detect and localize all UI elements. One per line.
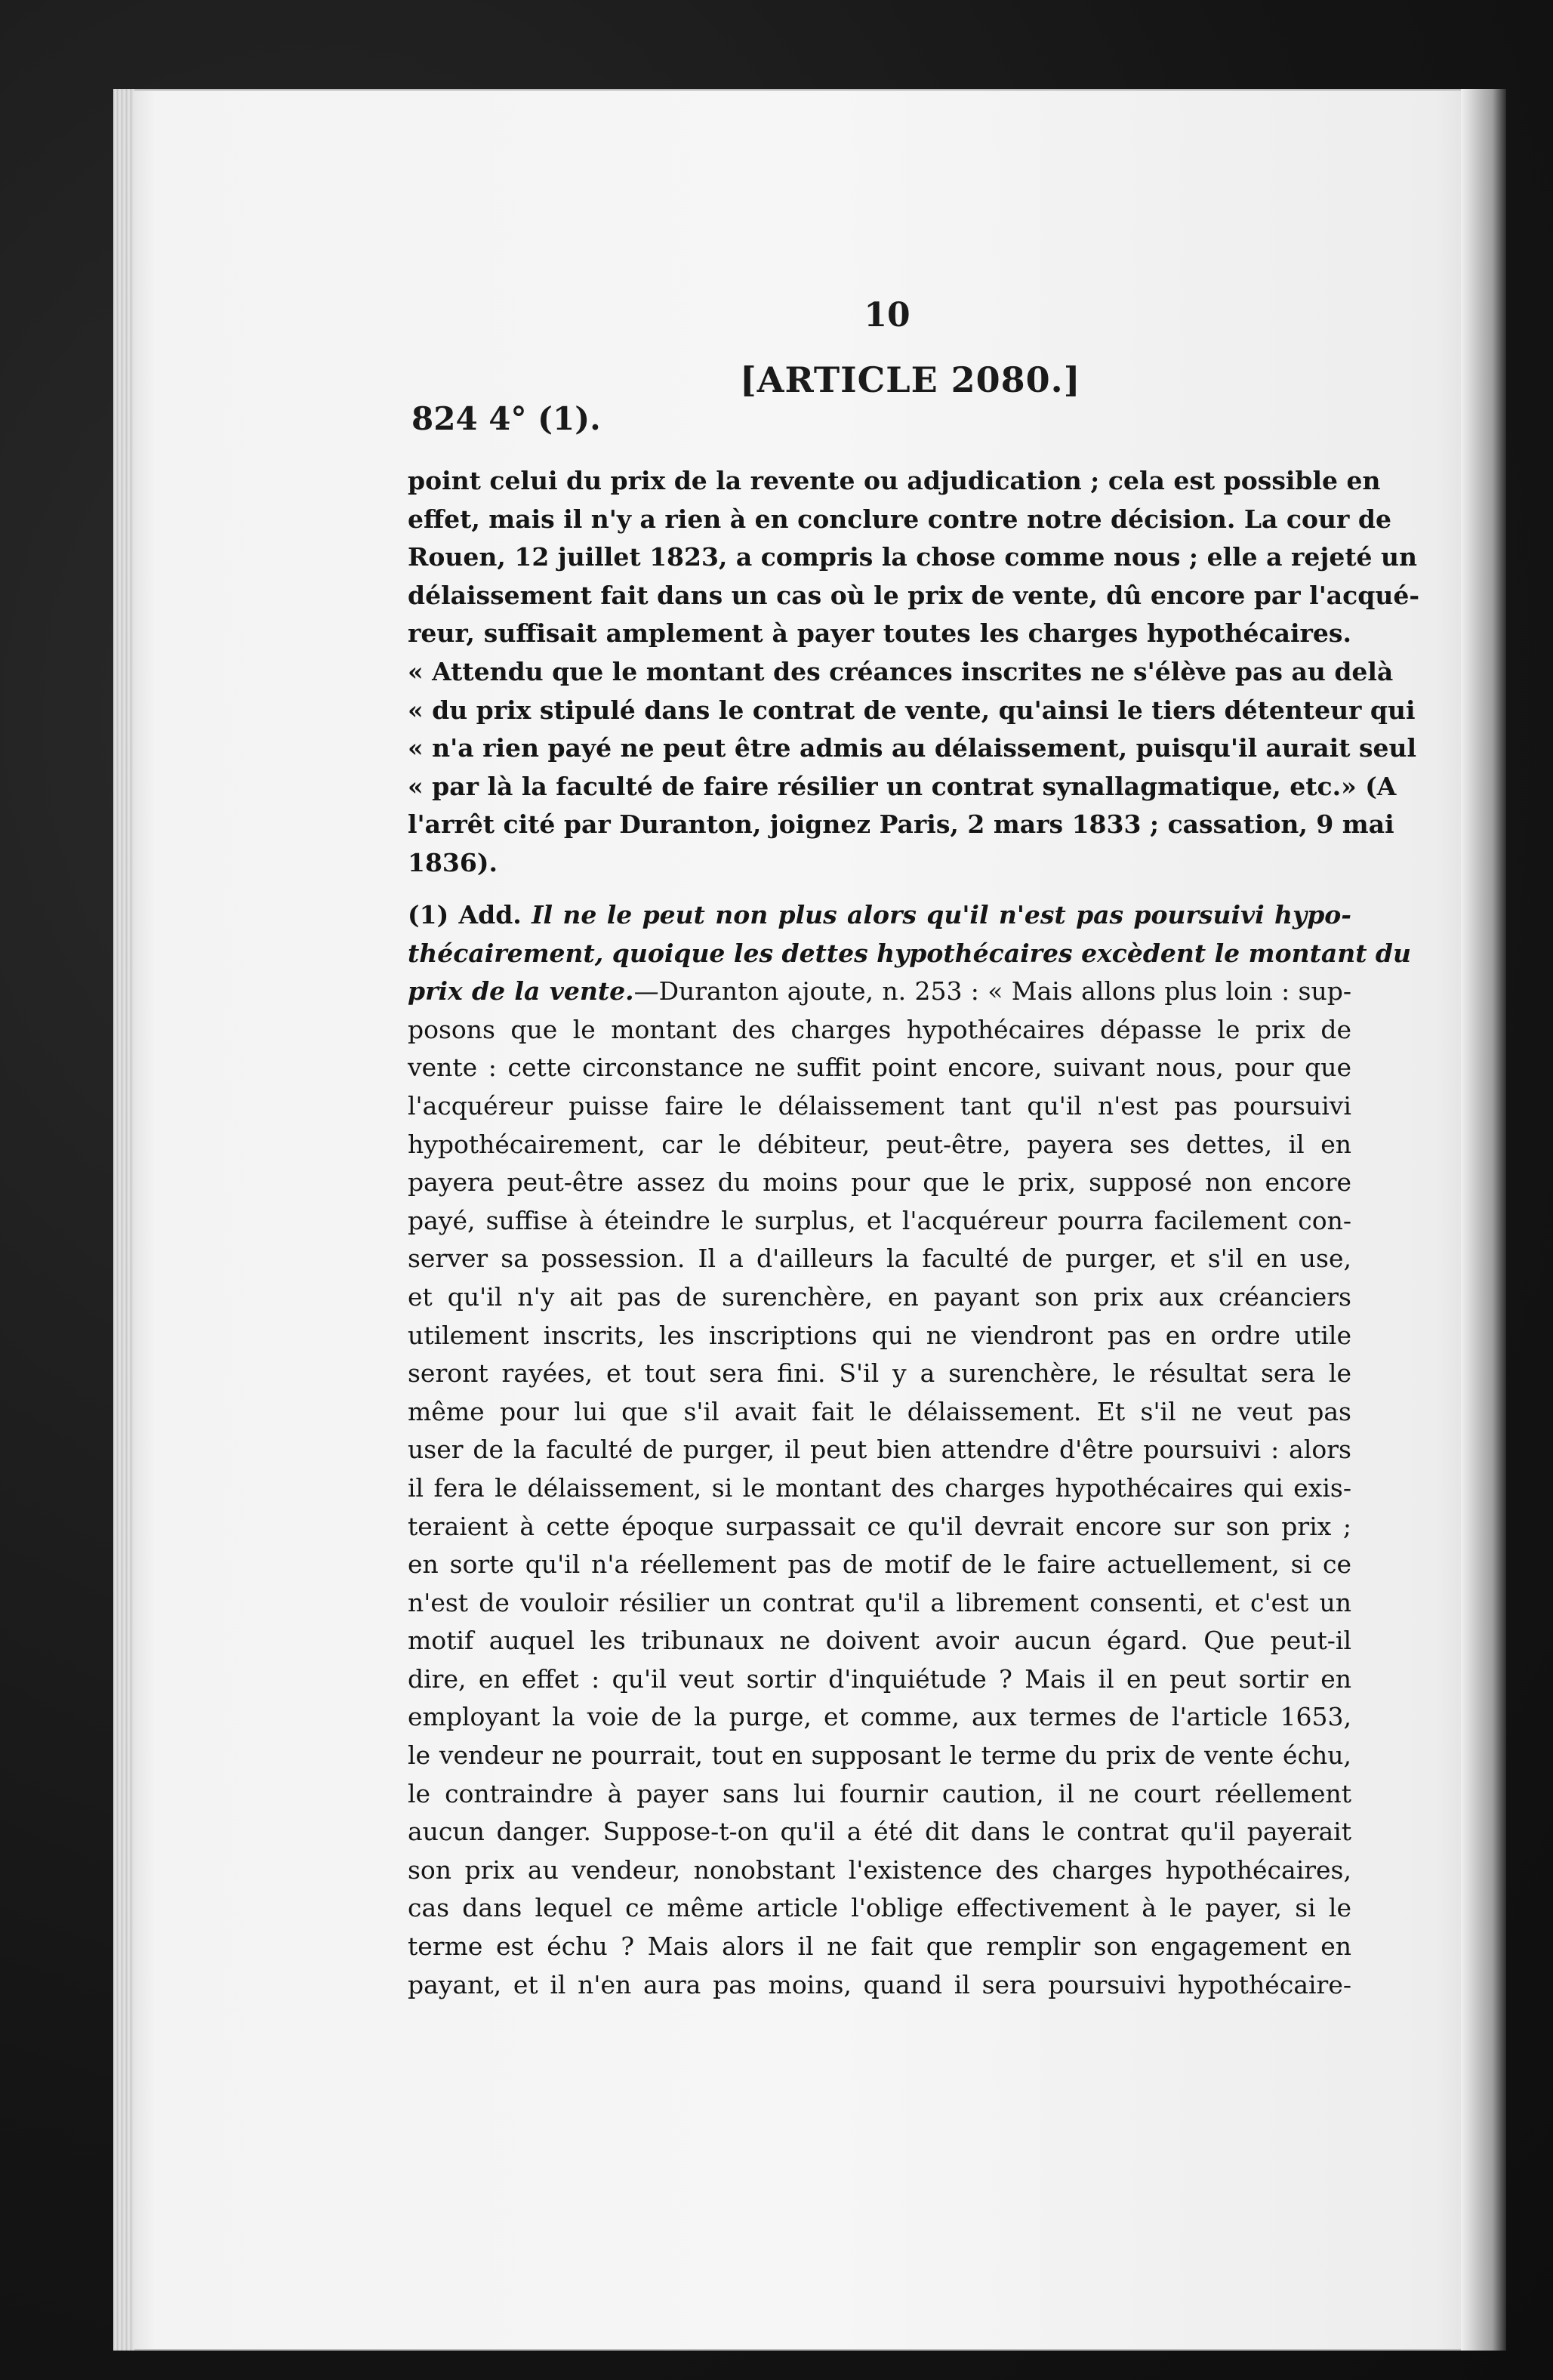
footnote-line: payant, et il n'en aura pas moins, quand il sera poursuivi hypothécaire- (408, 1969, 1351, 1999)
footnote-line: employant la voie de la purge, et comme, aux termes de l'article 1653, (408, 1702, 1351, 1732)
footnote-line: en sorte qu'il n'a réellement pas de motif de le faire actuellement, si ce (408, 1549, 1351, 1580)
footnote-line: il fera le délaissement, si le montant des charges hypothécaires qui exis- (408, 1472, 1351, 1503)
main-paragraph (408, 462, 1420, 883)
footnote-italic-text: thécairement, quoique les dettes hypothécaires excèdent le montant du (408, 938, 1411, 968)
footnote-line: posons que le montant des charges hypothécaires dépasse le prix de (408, 1014, 1351, 1044)
footnote (408, 896, 1411, 2004)
footnote-line: teraient à cette époque surpassait ce qu'il devrait encore sur son prix ; (408, 1511, 1351, 1541)
footnote-line: hypothécairement, car le débiteur, peut-être, payera ses dettes, il en (408, 1129, 1351, 1159)
footnote-line (408, 896, 1351, 935)
footnote-line (408, 973, 1351, 1011)
footnote-line: payé, suffise à éteindre le surplus, et l'acquéreur pourra facilement con- (408, 1205, 1351, 1235)
footnote-line: payera peut-être assez du moins pour que le prix, supposé non encore (408, 1167, 1351, 1198)
text-line: l'arrêt cité par Duranton, joignez Paris, 2 mars 1833 ; cassation, 9 mai (408, 809, 1394, 840)
footnote-italic-text: prix de la vente. (408, 976, 634, 1007)
footnote-line: seront rayées, et tout sera fini. S'il y a surenchère, le résultat sera le (408, 1358, 1351, 1389)
page-stack-edge (113, 89, 134, 2351)
text-line: reur, suffisait amplement à payer toutes les charges hypothécaires. (408, 618, 1351, 649)
footnote-italic-text: Il ne le peut non plus alors qu'il n'est pas poursuivi hypo- (532, 900, 1351, 929)
text-line: effet, mais il n'y a rien à en conclure contre notre décision. La cour de (408, 504, 1391, 534)
text-line: « du prix stipulé dans le contrat de vente, qu'ainsi le tiers détenteur qui (408, 695, 1416, 725)
footnote-prefix: (1) Add. (408, 900, 532, 929)
text-line: 1836). (408, 847, 498, 877)
footnote-line: n'est de vouloir résilier un contrat qu'il a librement consenti, et c'est un (408, 1587, 1351, 1617)
footnote-line: server sa possession. Il a d'ailleurs la faculté de purger, et s'il en use, (408, 1244, 1351, 1274)
footnote-line: terme est échu ? Mais alors il ne fait que remplir son engagement en (408, 1931, 1351, 1962)
footnote-line: le vendeur ne pourrait, tout en supposant le terme du prix de vente échu, (408, 1740, 1351, 1771)
text-line: « n'a rien payé ne peut être admis au délaissement, puisqu'il aurait seul (408, 733, 1417, 763)
text-line: Rouen, 12 juillet 1823, a compris la chose comme nous ; elle a rejeté un (408, 542, 1418, 572)
page-number: 10 (864, 296, 911, 334)
page-gutter-shadow (1461, 89, 1506, 2351)
footnote-line: et qu'il n'y ait pas de surenchère, en payant son prix aux créanciers (408, 1281, 1351, 1312)
footnote-line: vente : cette circonstance ne suffit point encore, suivant nous, pour que (408, 1053, 1351, 1083)
footnote-line: aucun danger. Suppose-t-on qu'il a été dit dans le contrat qu'il payerait (408, 1817, 1351, 1847)
footnote-line: utilement inscrits, les inscriptions qui ne viendront pas en ordre utile (408, 1320, 1351, 1350)
footnote-line: dire, en effet : qu'il veut sortir d'inquiétude ? Mais il en peut sortir en (408, 1663, 1351, 1694)
footnote-line: même pour lui que s'il avait fait le délaissement. Et s'il ne veut pas (408, 1396, 1351, 1426)
article-header: [ARTICLE 2080.] (740, 359, 1081, 400)
text-line: « Attendu que le montant des créances inscrites ne s'élève pas au delà (408, 656, 1394, 686)
footnote-line: cas dans lequel ce même article l'oblige effectivement à le payer, si le (408, 1893, 1351, 1923)
footnote-line: le contraindre à payer sans lui fournir caution, il ne court réellement (408, 1778, 1351, 1808)
footnote-line: user de la faculté de purger, il peut bien attendre d'être poursuivi : alors (408, 1435, 1351, 1465)
section-marker: 824 4° (1). (411, 400, 601, 437)
footnote-line: motif auquel les tribunaux ne doivent avoir aucun égard. Que peut-il (408, 1626, 1351, 1656)
footnote-text: —Duranton ajoute, n. 253 : « Mais allons plus loin : sup- (633, 976, 1351, 1007)
footnote-line (408, 935, 1411, 973)
text-line: point celui du prix de la revente ou adjudication ; cela est possible en (408, 466, 1381, 495)
footnote-line: l'acquéreur puisse faire le délaissement tant qu'il n'est pas poursuivi (408, 1090, 1351, 1121)
footnote-line: son prix au vendeur, nonobstant l'existence des charges hypothécaires, (408, 1854, 1351, 1885)
text-line: délaissement fait dans un cas où le prix de vente, dû encore par l'acqué- (408, 580, 1420, 610)
text-line: « par là la faculté de faire résilier un contrat synallagmatique, etc.» (A (408, 771, 1397, 801)
